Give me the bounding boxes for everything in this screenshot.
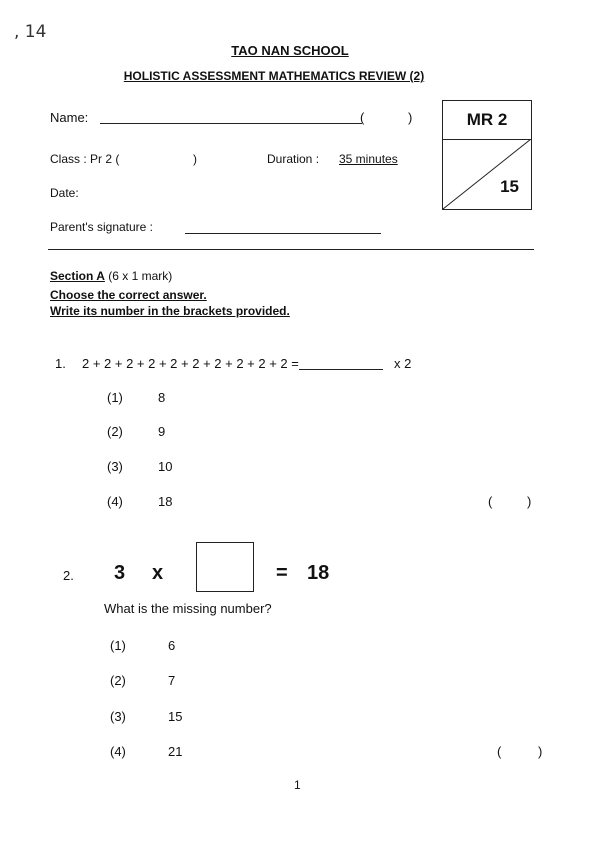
q1-answer-bracket-open[interactable]: ( <box>488 494 493 509</box>
q1-option-3-value: 10 <box>158 459 173 474</box>
score-box-header <box>443 101 531 140</box>
q2-option-2-value: 7 <box>168 673 176 688</box>
total-marks: 15 <box>500 177 519 196</box>
instruction-write: Write its number in the brackets provided. <box>50 304 290 318</box>
section-title: Section A <box>50 269 105 283</box>
register-paren-open: ( <box>360 110 365 125</box>
q2-option-3-value: 15 <box>168 709 183 724</box>
q2-option-2-label: (2) <box>110 673 126 688</box>
duration-value: 35 minutes <box>339 152 398 166</box>
q1-answer-bracket-close[interactable]: ) <box>527 494 532 509</box>
register-paren-close: ) <box>408 110 413 125</box>
q2-option-1-label: (1) <box>110 638 126 653</box>
question-2-prompt: What is the missing number? <box>104 601 272 616</box>
duration-label: Duration : <box>267 152 320 166</box>
question-1-suffix: x 2 <box>394 356 412 371</box>
q1-option-4-value: 18 <box>158 494 173 509</box>
q1-option-1-label: (1) <box>107 390 123 405</box>
assessment-title: HOLISTIC ASSESSMENT MATHEMATICS REVIEW (2) <box>123 69 425 83</box>
school-name: TAO NAN SCHOOL <box>231 43 349 58</box>
handwritten-mark: , 14 <box>14 22 47 42</box>
question-1-answer-blank[interactable] <box>299 369 383 370</box>
section-heading <box>50 269 172 283</box>
q1-option-1-value: 8 <box>158 390 166 405</box>
q2-option-4-value: 21 <box>168 744 183 759</box>
question-1-number: 1. <box>55 356 66 371</box>
q2-option-4-label: (4) <box>110 744 126 759</box>
instruction-choose: Choose the correct answer. <box>50 288 207 302</box>
q2-option-1-value: 6 <box>168 638 176 653</box>
page-number: 1 <box>294 778 301 792</box>
name-field[interactable] <box>100 123 362 124</box>
class-label: Class : Pr 2 ( <box>50 152 120 166</box>
q1-option-2-label: (2) <box>107 424 123 439</box>
score-box <box>442 100 532 210</box>
name-label: Name: <box>50 110 89 125</box>
q2-answer-bracket-close[interactable]: ) <box>538 744 543 759</box>
section-marks: (6 x 1 mark) <box>108 269 173 283</box>
q1-option-2-value: 9 <box>158 424 166 439</box>
date-label: Date: <box>50 186 79 200</box>
question-1-expression: 2 + 2 + 2 + 2 + 2 + 2 + 2 + 2 + 2 + 2 = <box>82 356 299 371</box>
parent-signature-field[interactable] <box>185 233 381 234</box>
q1-option-4-label: (4) <box>107 494 123 509</box>
header-separator <box>48 249 534 250</box>
paper-code: MR 2 <box>466 110 508 129</box>
question-2-result: 18 <box>307 562 330 584</box>
question-2-number: 2. <box>63 568 74 583</box>
q2-option-3-label: (3) <box>110 709 126 724</box>
question-2-operator: x <box>152 562 164 584</box>
missing-number-box <box>196 542 254 592</box>
parent-signature-label: Parent's signature : <box>50 220 154 234</box>
q1-option-3-label: (3) <box>107 459 123 474</box>
question-2-equals: = <box>276 562 288 584</box>
q2-answer-bracket-open[interactable]: ( <box>497 744 502 759</box>
class-paren-close: ) <box>193 152 197 166</box>
score-divider-line <box>443 139 531 209</box>
question-2-left-operand: 3 <box>114 562 126 584</box>
